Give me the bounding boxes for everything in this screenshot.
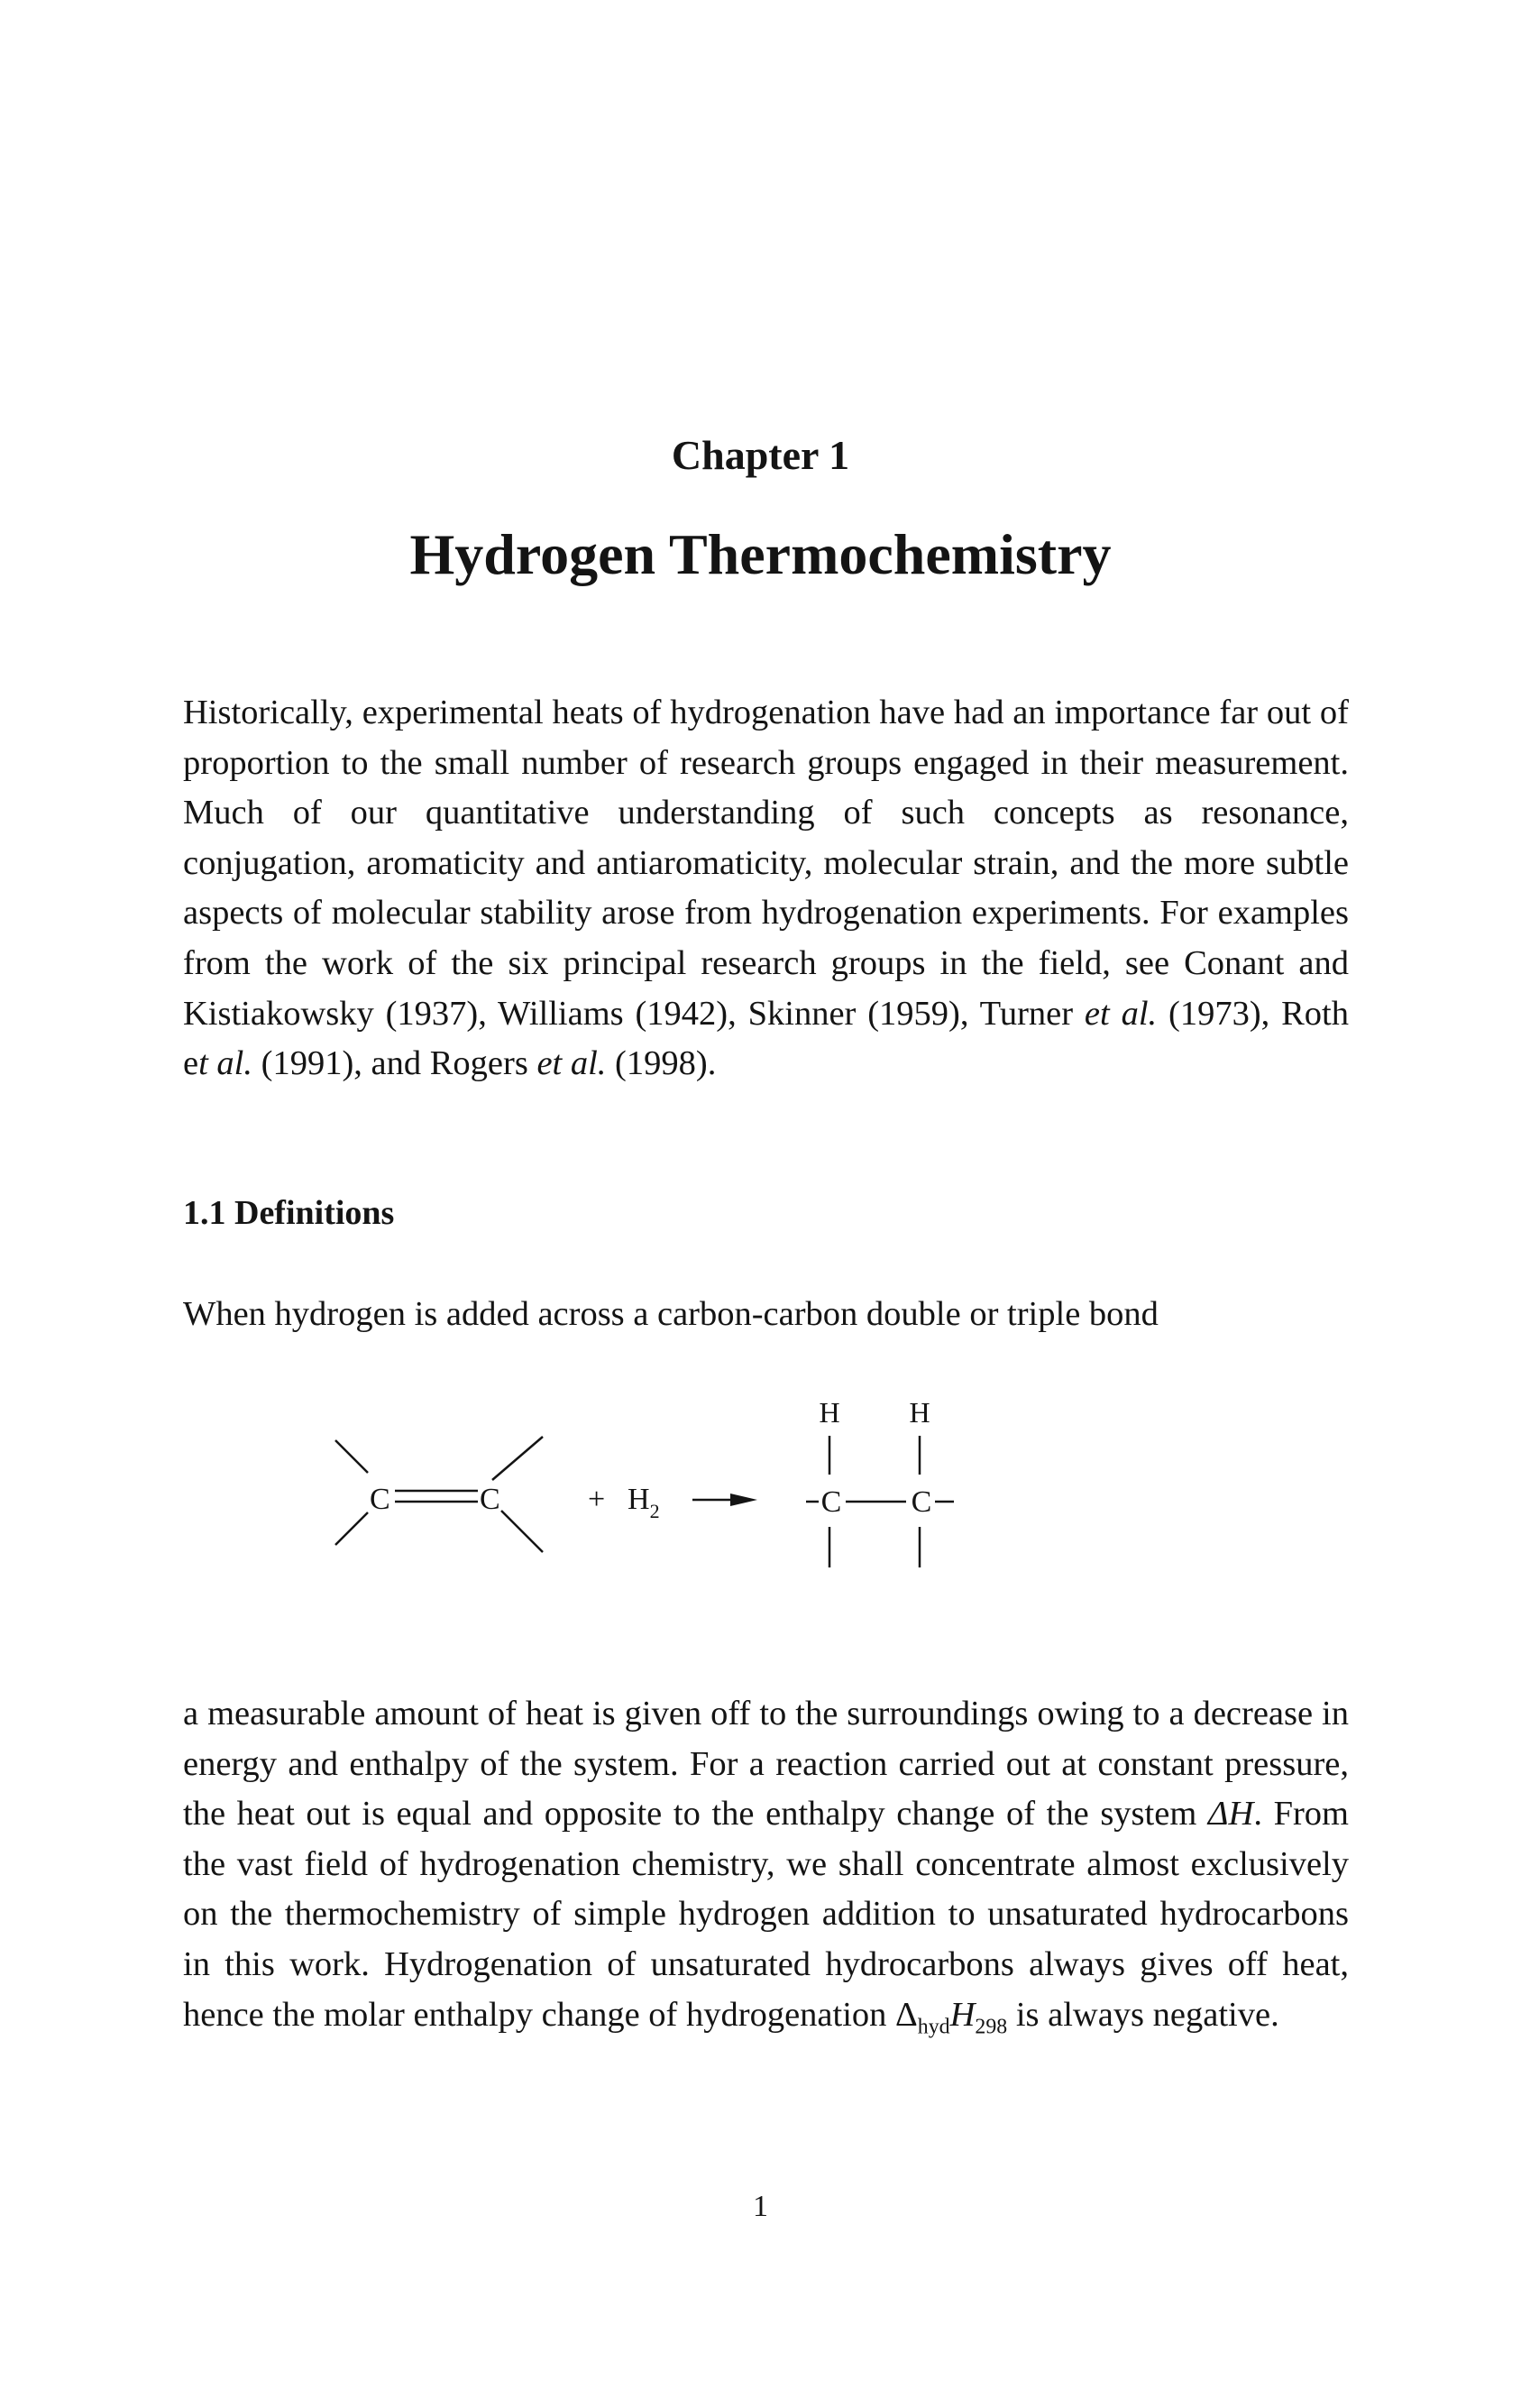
temperature-subscript: 298 bbox=[975, 2014, 1008, 2038]
hydrogenation-reaction-diagram bbox=[307, 1393, 1118, 1583]
hyd-subscript: hyd bbox=[917, 2014, 950, 2038]
page-number: 1 bbox=[753, 2190, 768, 2223]
product-hydrogen-2: H bbox=[909, 1396, 930, 1429]
body-paragraph bbox=[183, 1689, 1349, 2040]
section-heading: 1.1 Definitions bbox=[183, 1194, 395, 1232]
reactant-bond-upper-right bbox=[492, 1437, 543, 1480]
product-carbon-1: C bbox=[820, 1485, 842, 1519]
hydrogen-subscript: 2 bbox=[649, 1500, 660, 1522]
reactant-bond-upper-left bbox=[335, 1440, 368, 1473]
delta-h-symbol: ΔH bbox=[1207, 1795, 1254, 1834]
chapter-label: Chapter 1 bbox=[671, 432, 850, 478]
intro-paragraph bbox=[183, 688, 1349, 1089]
intro-text-c: (1991), and Rogers bbox=[252, 1044, 537, 1083]
reactant-carbon-1: C bbox=[370, 1483, 390, 1516]
section-lead: When hydrogen is added across a carbon-carbon double or triple bond bbox=[183, 1295, 1159, 1333]
body-text-a: a measurable amount of heat is given off to the surroundings owing to a decrease in energy and enthalpy of the system. For a reaction carried out at constant pressure, the heat out is equal and opposite to the enthalpy change of the system bbox=[183, 1695, 1349, 1834]
intro-text-a: Historically, experimental heats of hydrogenation have had an importance far out of proportion to the small number of research groups engaged in their measurement. Much of our quantitative understanding of such concepts as resonance, conjugation, aromaticity and antiaromaticity, molecular strain, and the more subtle aspects of molecular stability arose from hydrogenation experiments. For examples from the work of the six principal research groups in the field, see Conant and Kistiakowsky (1937), Williams (1942), Skinner (1959), Turner bbox=[183, 694, 1349, 1033]
intro-et-al-2: t al. bbox=[198, 1044, 252, 1083]
reactant-bond-lower-right bbox=[501, 1511, 543, 1552]
body-text-b: . From the vast field of hydrogenation chemistry, we shall concentrate almost exclusively on the thermochemistry of simple hydrogen addition to unsaturated hydrocarbons in this work. Hydrogenation of unsaturated hydrocarbons always gives off heat, hence the molar enthalpy change of hydrogenation bbox=[183, 1795, 1349, 2034]
plus-sign: + bbox=[588, 1483, 606, 1516]
hydrogen-reagent bbox=[628, 1483, 660, 1522]
product-carbon-2: C bbox=[911, 1485, 932, 1519]
intro-et-al-3: et al. bbox=[536, 1044, 607, 1083]
enthalpy-symbol: H bbox=[949, 1995, 976, 2034]
reactant-bond-lower-left bbox=[335, 1512, 368, 1545]
intro-text-d: (1998). bbox=[606, 1044, 717, 1083]
intro-text-b: (1973), Roth e bbox=[183, 994, 1349, 1083]
hydrogen-symbol: H bbox=[628, 1483, 650, 1516]
body-text-c: is always negative. bbox=[1007, 1995, 1279, 2034]
reactant-carbon-2: C bbox=[480, 1483, 500, 1516]
chapter-title: Hydrogen Thermochemistry bbox=[409, 522, 1112, 586]
reaction-arrow bbox=[692, 1494, 757, 1506]
intro-et-al-1: et al. bbox=[1084, 994, 1158, 1033]
delta-symbol: Δ bbox=[895, 1995, 918, 2034]
reactant-bonds bbox=[335, 1437, 543, 1552]
product-hydrogen-1: H bbox=[819, 1396, 840, 1429]
